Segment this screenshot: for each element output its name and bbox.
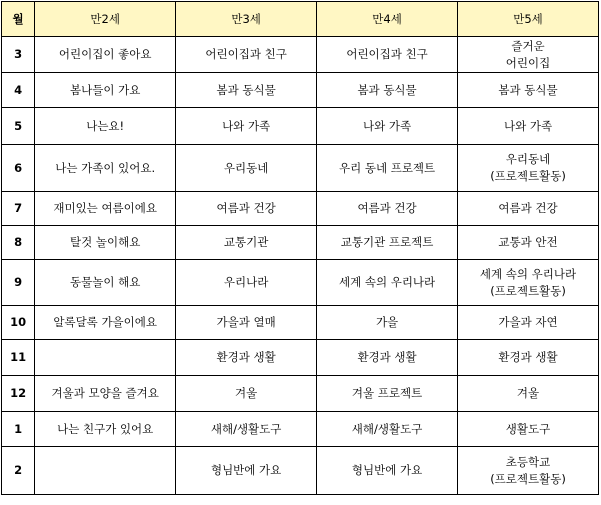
month-cell: 10 bbox=[2, 306, 35, 340]
table-row bbox=[2, 37, 599, 73]
month-cell: 5 bbox=[2, 108, 35, 145]
cell-age2: 나는 친구가 있어요 bbox=[35, 412, 176, 447]
table-row bbox=[2, 108, 599, 145]
cell-age3: 우리나라 bbox=[176, 260, 317, 306]
month-cell: 7 bbox=[2, 192, 35, 226]
cell-age4: 가을 bbox=[317, 306, 458, 340]
cell-age3: 교통기관 bbox=[176, 226, 317, 260]
cell-age4: 환경과 생활 bbox=[317, 340, 458, 376]
table-row bbox=[2, 192, 599, 226]
cell-age2 bbox=[35, 340, 176, 376]
cell-age4: 세계 속의 우리나라 bbox=[317, 260, 458, 306]
cell-age5: 여름과 건강 bbox=[458, 192, 599, 226]
table-row bbox=[2, 260, 599, 306]
cell-age3: 겨울 bbox=[176, 376, 317, 412]
header-age4: 만4세 bbox=[317, 2, 458, 37]
cell-age4: 봄과 동식물 bbox=[317, 73, 458, 108]
cell-age4: 새해/생활도구 bbox=[317, 412, 458, 447]
cell-age4: 어린이집과 친구 bbox=[317, 37, 458, 73]
cell-age3: 형님반에 가요 bbox=[176, 447, 317, 495]
cell-age5: 생활도구 bbox=[458, 412, 599, 447]
table-row bbox=[2, 145, 599, 192]
cell-age3: 봄과 동식물 bbox=[176, 73, 317, 108]
cell-age3: 가을과 열매 bbox=[176, 306, 317, 340]
month-cell: 3 bbox=[2, 37, 35, 73]
cell-age3: 어린이집과 친구 bbox=[176, 37, 317, 73]
cell-age4: 여름과 건강 bbox=[317, 192, 458, 226]
cell-age2: 어린이집이 좋아요 bbox=[35, 37, 176, 73]
cell-age5: 가을과 자연 bbox=[458, 306, 599, 340]
cell-age5: 즐거운 어린이집 bbox=[458, 37, 599, 73]
month-cell: 1 bbox=[2, 412, 35, 447]
cell-age2: 알록달록 가을이에요 bbox=[35, 306, 176, 340]
cell-age2: 재미있는 여름이에요 bbox=[35, 192, 176, 226]
cell-age5: 세계 속의 우리나라 (프로젝트활동) bbox=[458, 260, 599, 306]
month-cell: 11 bbox=[2, 340, 35, 376]
cell-age3: 환경과 생활 bbox=[176, 340, 317, 376]
month-cell: 9 bbox=[2, 260, 35, 306]
cell-age3: 여름과 건강 bbox=[176, 192, 317, 226]
header-month: 월 bbox=[2, 2, 35, 37]
cell-age2: 겨울과 모양을 즐겨요 bbox=[35, 376, 176, 412]
cell-age5: 우리동네 (프로젝트활동) bbox=[458, 145, 599, 192]
month-cell: 8 bbox=[2, 226, 35, 260]
table-row bbox=[2, 306, 599, 340]
cell-age3: 나와 가족 bbox=[176, 108, 317, 145]
cell-age2: 나는 가족이 있어요. bbox=[35, 145, 176, 192]
cell-age5: 교통과 안전 bbox=[458, 226, 599, 260]
header-age5: 만5세 bbox=[458, 2, 599, 37]
cell-age2: 봄나들이 가요 bbox=[35, 73, 176, 108]
cell-age2 bbox=[35, 447, 176, 495]
table-row bbox=[2, 412, 599, 447]
cell-age4: 형님반에 가요 bbox=[317, 447, 458, 495]
header-row bbox=[2, 2, 599, 37]
cell-age2: 동물놀이 해요 bbox=[35, 260, 176, 306]
cell-age4: 나와 가족 bbox=[317, 108, 458, 145]
month-cell: 2 bbox=[2, 447, 35, 495]
cell-age5: 초등학교 (프로젝트활동) bbox=[458, 447, 599, 495]
cell-age2: 나는요! bbox=[35, 108, 176, 145]
table-row bbox=[2, 376, 599, 412]
table-row bbox=[2, 226, 599, 260]
cell-age2: 탈것 놀이해요 bbox=[35, 226, 176, 260]
table-row bbox=[2, 340, 599, 376]
table-row bbox=[2, 447, 599, 495]
table-body bbox=[2, 37, 599, 495]
cell-age3: 우리동네 bbox=[176, 145, 317, 192]
month-cell: 12 bbox=[2, 376, 35, 412]
table-row bbox=[2, 73, 599, 108]
header-age3: 만3세 bbox=[176, 2, 317, 37]
cell-age3: 새해/생활도구 bbox=[176, 412, 317, 447]
cell-age4: 우리 동네 프로젝트 bbox=[317, 145, 458, 192]
cell-age4: 겨울 프로젝트 bbox=[317, 376, 458, 412]
header-age2: 만2세 bbox=[35, 2, 176, 37]
month-cell: 4 bbox=[2, 73, 35, 108]
month-cell: 6 bbox=[2, 145, 35, 192]
curriculum-table bbox=[1, 1, 599, 495]
cell-age4: 교통기관 프로젝트 bbox=[317, 226, 458, 260]
cell-age5: 나와 가족 bbox=[458, 108, 599, 145]
cell-age5: 봄과 동식물 bbox=[458, 73, 599, 108]
cell-age5: 환경과 생활 bbox=[458, 340, 599, 376]
cell-age5: 겨울 bbox=[458, 376, 599, 412]
